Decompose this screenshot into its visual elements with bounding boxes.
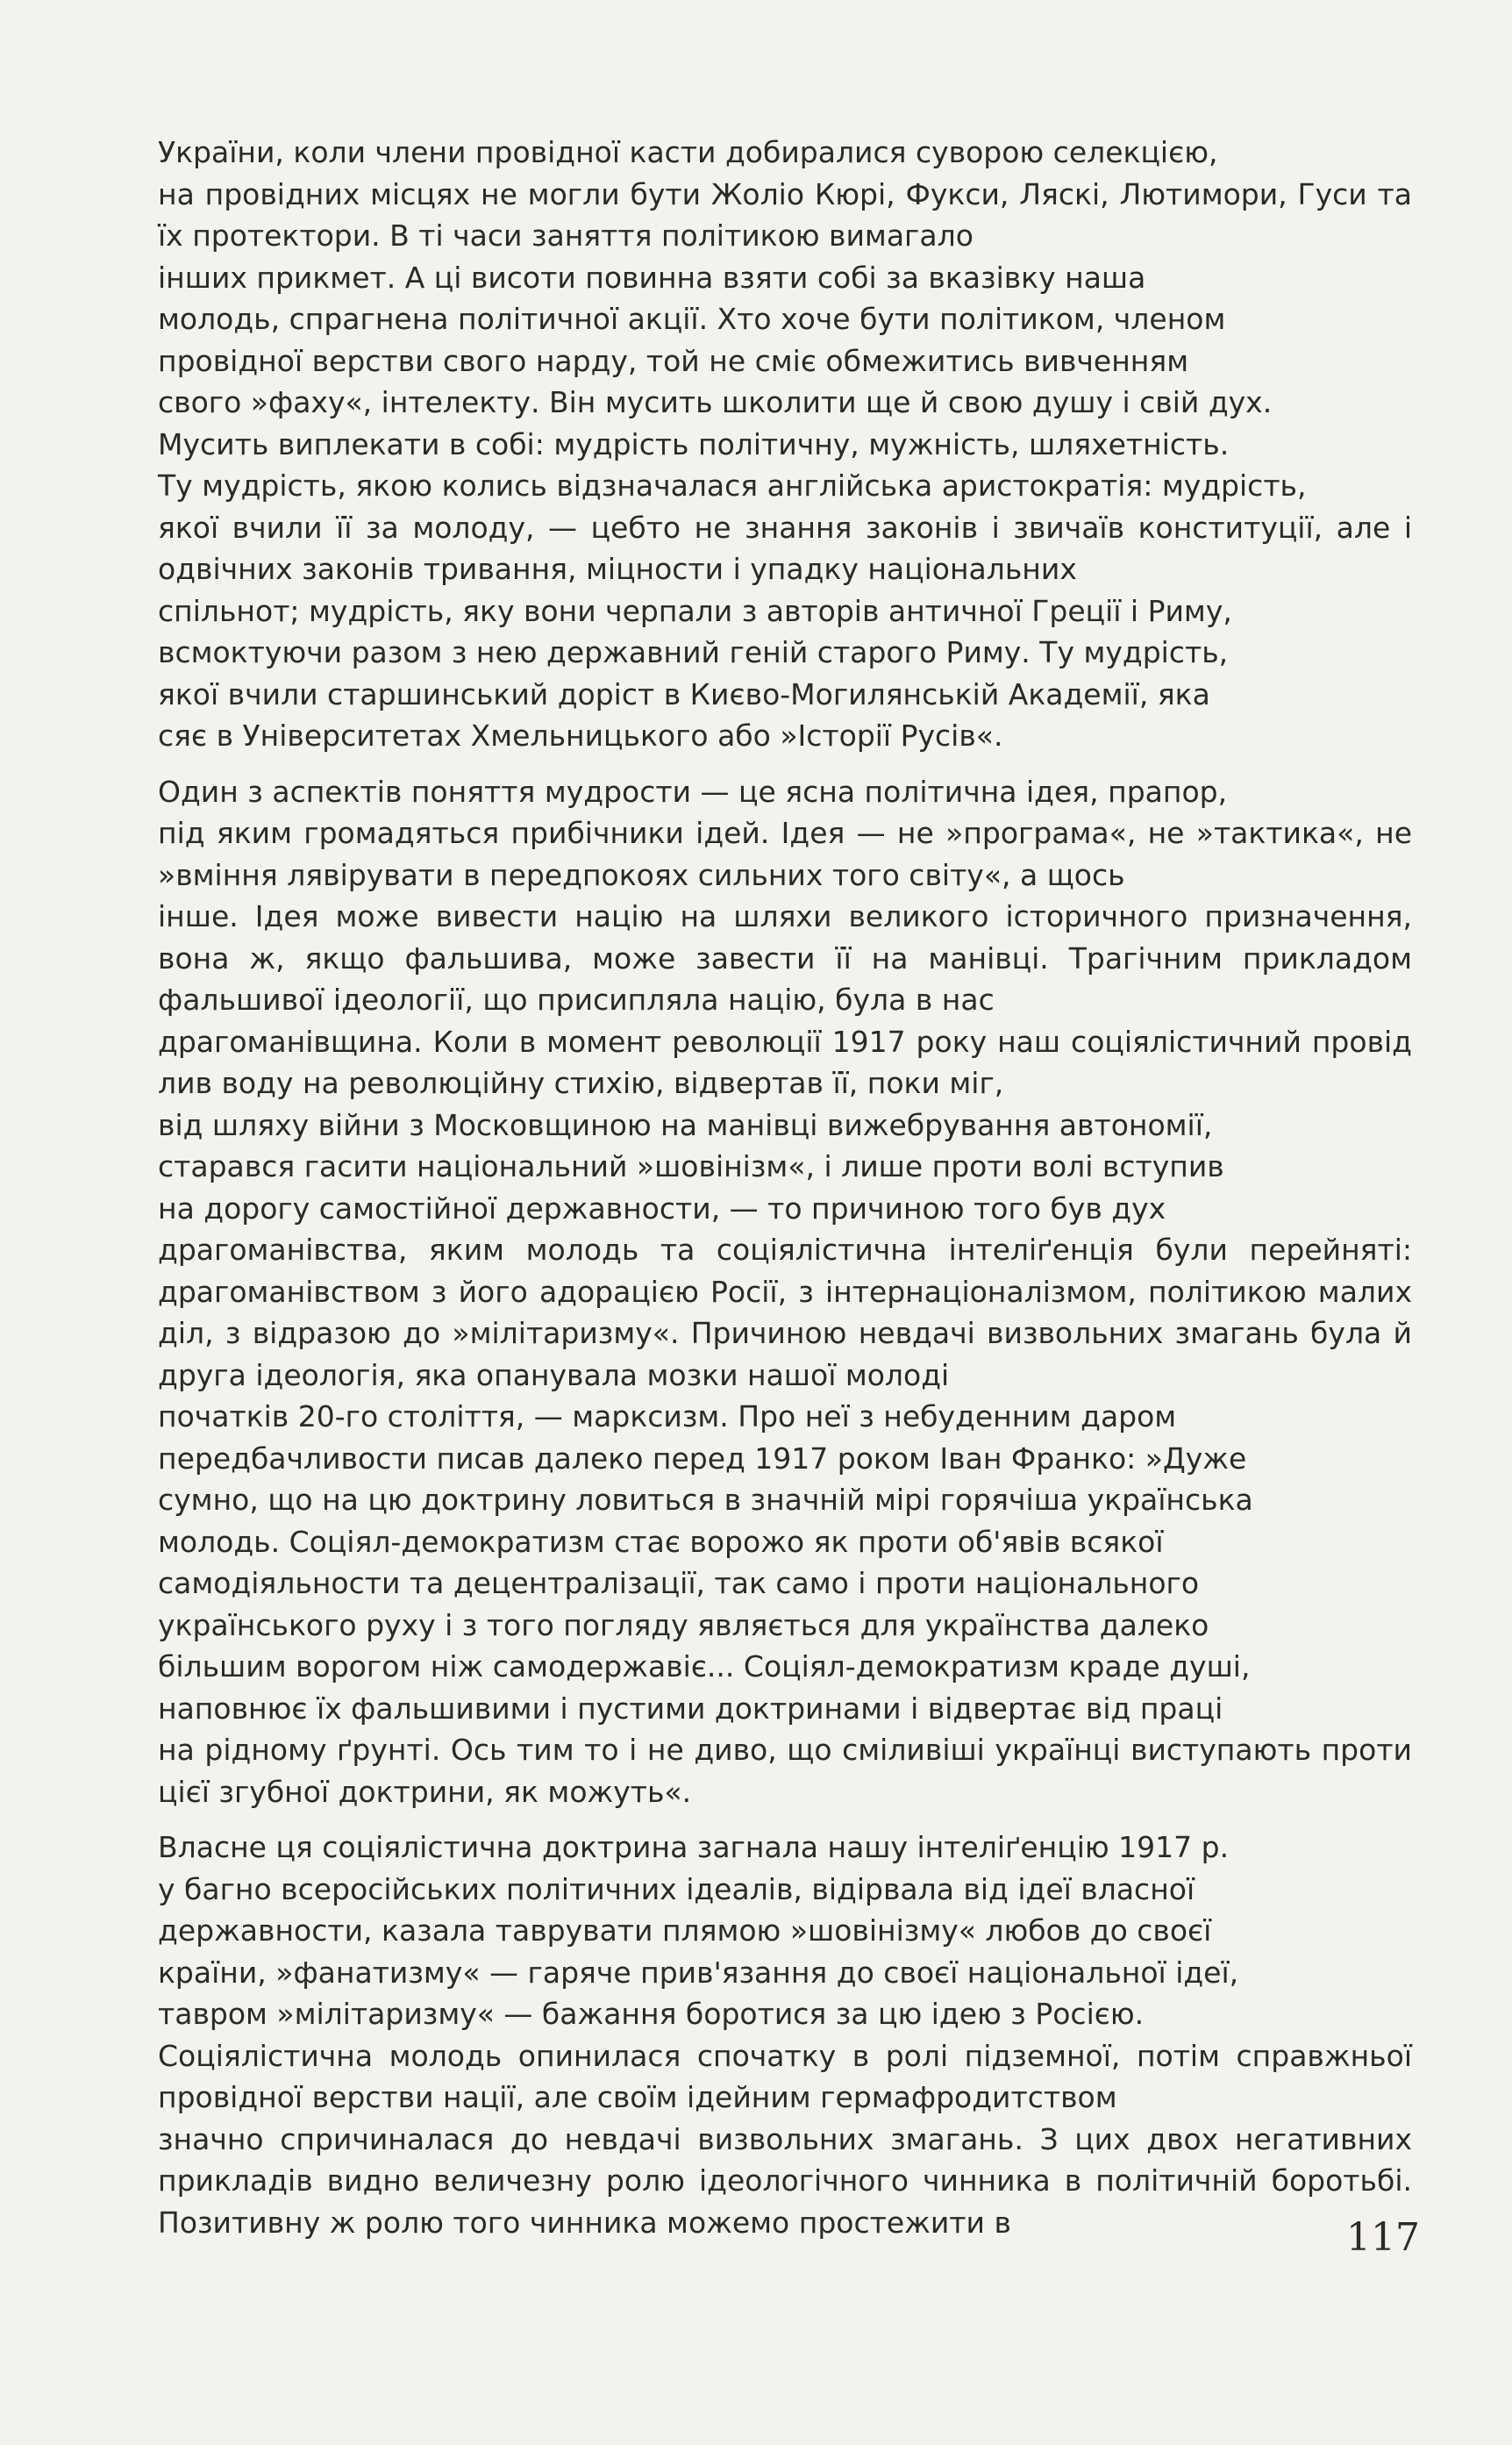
paragraph-2: Один з аспектів поняття мудрости — це ясна політична ідея, прапор, під яким громадяться прибічники ідей. Ідея — не »програма«, не »тактика«, не »вміння лявірувати в передпокоях сильних того світу«, а щось інше. Ідея може вивести націю на шляхи великого історичного призначення, вона ж, якщо фальшива, може завести її на манівці. Трагічним прикладом фальшивої ідеології, що присипляла націю, була в нас драгоманівщина. Коли в момент революції 1917 року наш соціялістичний провід лив воду на революційну стихію, відвертав її, поки міг, від шляху війни з Московщиною на манівці вижебрування автономії, старався гасити національний »шовінізм«, і лише проти волі вступив на дорогу самостійної державности, — то причиною того був дух драгоманівства, яким молодь та соціялістична інтеліґенція були перейняті: драгоманівством з його адорацією Росії, з інтернаціоналізмом, політикою малих діл, з відразою до »мілітаризму«. Причиною невдачі визвольних змагань була й друга ідеологія, яка опанувала мозки нашої молоді початків 20-го століття, — марксизм. Про неї з небуденним даром передбачливости писав далеко перед 1917 роком Іван Франко: »Дуже сумно, що на цю доктрину ловиться в значній мірі горячіша українська молодь. Соціял-демократизм стає ворожо як проти об'явів всякої самодіяльности та децентралізації, так само і проти національного українського руху і з того погляду являється для українства далеко більшим ворогом ніж самодержавіє... Соціял-демократизм краде душі, наповнює їх фальшивими і пустими доктринами і відвертає від праці на рідному ґрунті. Ось тим то і не диво, що сміливіші українці виступають проти цієї згубної доктрини, як можуть«. — [158, 774, 1412, 1809]
paragraph-1: України, коли члени провідної касти добиралися суворою селекцією, на провідних місцях не могли бути Жоліо Кюрі, Фукси, Ляскі, Лютимори, Гуси та їх протектори. В ті часи заняття політикою вимагало інших прикмет. А ці висоти повинна взяти собі за вказівку наша молодь, спрагнена політичної акції. Хто хоче бути політиком, членом провідної верстви свого нарду, той не сміє обмежитись вивченням свого »фаху«, інтелекту. Він мусить школити ще й свою душу і свій дух. Мусить виплекати в собі: мудрість політичну, мужність, шляхетність. Ту мудрість, якою колись відзначалася англійська аристократія: мудрість, якої вчили її за молоду, — цебто не знання законів і звичаїв конституції, але і одвічних законів тривання, міцности і упадку національних спільнот; мудрість, яку вони черпали з авторів античної Греції і Риму, всмоктуючи разом з нею державний геній старого Риму. Ту мудрість, якої вчили старшинський доріст в Києво-Могилянській Академії, яка сяє в Університетах Хмельницького або »Історії Русів«. — [158, 135, 1412, 753]
paragraph-3: Власне ця соціялістична доктрина загнала нашу інтеліґенцію 1917 р. у багно всеросійських політичних ідеалів, відірвала від ідеї власної державности, казала таврувати плямою »шовінізму« любов до своєї країни, »фанатизму« — гаряче прив'язання до своєї національної ідеї, тавром »мілітаризму« — бажання боротися за цю ідею з Росією. Соціялістична молодь опинилася спочатку в ролі підземної, потім справжньої провідної верстви нації, але своїм ідейним гермафродитством значно спричиналася до невдачі визвольних змагань. З цих двох негативних прикладів видно величезну ролю ідеологічного чинника в політичній боротьбі. Позитивну ж ролю того чинника можемо простежити в — [158, 1830, 1412, 2240]
body-text — [158, 132, 1412, 2243]
page-number: 117 — [1346, 2215, 1420, 2260]
